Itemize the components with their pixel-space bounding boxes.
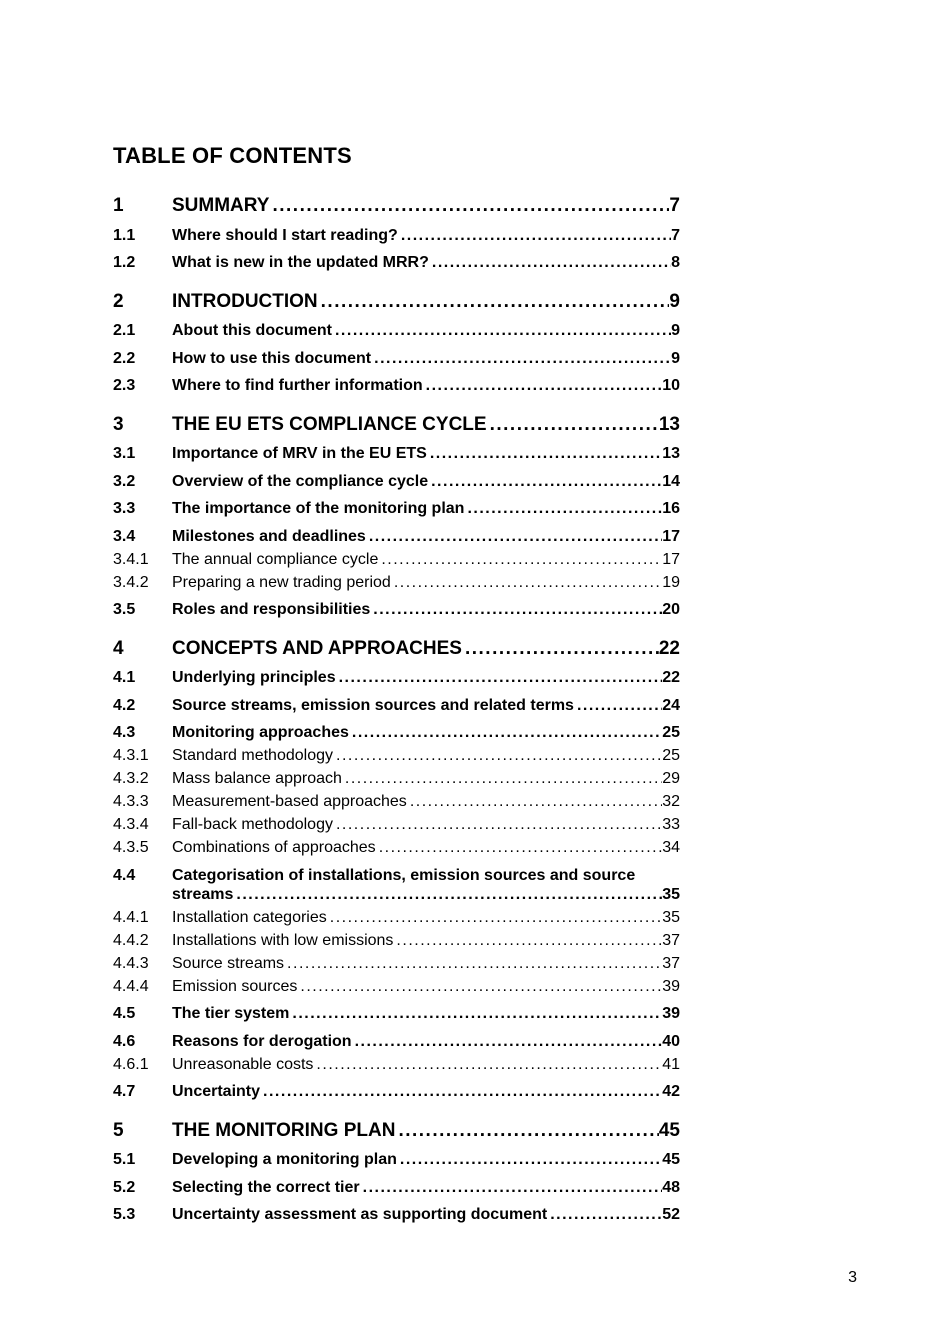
dot-leader bbox=[423, 376, 663, 395]
toc-content bbox=[113, 143, 680, 1224]
toc-entry-page-number: 29 bbox=[662, 770, 680, 787]
dot-leader bbox=[313, 1055, 662, 1074]
toc-entry-page-number: 16 bbox=[662, 500, 680, 517]
toc-entry-number: 3.1 bbox=[113, 445, 136, 462]
dot-leader bbox=[360, 1178, 663, 1197]
toc-entry-page-number: 24 bbox=[662, 696, 680, 714]
toc-entry-page-number: 45 bbox=[662, 1151, 680, 1168]
toc-entry-number: 5.3 bbox=[113, 1206, 136, 1223]
toc-entry bbox=[113, 226, 680, 245]
toc-entry-page-number: 9 bbox=[671, 322, 680, 339]
toc-entry-number: 4.4 bbox=[113, 866, 136, 884]
toc-entry-page-number: 34 bbox=[662, 839, 680, 856]
dot-leader bbox=[297, 977, 662, 996]
toc-entry-body bbox=[172, 838, 680, 857]
toc-entry-page-number: 52 bbox=[662, 1206, 680, 1223]
toc-entry-title: The tier system bbox=[172, 1005, 290, 1022]
toc-entry-body bbox=[172, 226, 680, 245]
toc-entry-title: Monitoring approaches bbox=[172, 724, 349, 741]
toc-entry-number: 4.4.3 bbox=[113, 954, 149, 972]
toc-entry-line bbox=[172, 977, 680, 996]
toc-entry-number: 4.3.1 bbox=[113, 747, 149, 764]
toc-entry-body bbox=[172, 696, 680, 715]
dot-leader bbox=[352, 1032, 663, 1051]
toc-entry-title: Developing a monitoring plan bbox=[172, 1151, 397, 1168]
toc-entry-number: 5.2 bbox=[113, 1178, 136, 1196]
toc-entry-body bbox=[172, 769, 680, 788]
dot-leader bbox=[427, 444, 662, 463]
toc-entry-body bbox=[172, 638, 680, 660]
toc-entry-page-number: 17 bbox=[662, 550, 680, 568]
toc-entry-body bbox=[172, 1150, 680, 1169]
toc-entry-number: 4.2 bbox=[113, 696, 136, 714]
toc-entry bbox=[113, 444, 680, 463]
dot-leader bbox=[333, 746, 662, 765]
toc-entry-page-number: 14 bbox=[662, 472, 680, 490]
toc-entry-page-number: 39 bbox=[662, 977, 680, 995]
toc-entry bbox=[113, 414, 680, 436]
toc-entry bbox=[113, 723, 680, 742]
dot-leader bbox=[574, 696, 662, 715]
toc-entry bbox=[113, 527, 680, 546]
toc-entry-title: Installations with low emissions bbox=[172, 931, 394, 949]
toc-entry-number: 4.1 bbox=[113, 669, 136, 686]
toc-entry bbox=[113, 253, 680, 272]
dot-leader bbox=[336, 668, 663, 687]
toc-entry-title: CONCEPTS AND APPROACHES bbox=[172, 637, 462, 659]
toc-entry-body bbox=[172, 668, 680, 687]
toc-entry-title: Mass balance approach bbox=[172, 770, 342, 787]
toc-entry bbox=[113, 1205, 680, 1224]
toc-entry bbox=[113, 600, 680, 619]
toc-entry-page-number: 37 bbox=[662, 954, 680, 972]
toc-entry-number: 4.3.5 bbox=[113, 839, 149, 856]
toc-entry-line bbox=[172, 321, 680, 340]
toc-entry-body bbox=[172, 1082, 680, 1101]
toc-entry-line bbox=[172, 696, 680, 715]
toc-entry-title: Combinations of approaches bbox=[172, 839, 376, 856]
toc-entry-number: 1.1 bbox=[113, 226, 136, 244]
toc-entry-number: 4.3.3 bbox=[113, 793, 149, 810]
toc-entry-line bbox=[172, 1205, 680, 1224]
toc-entry-line bbox=[172, 723, 680, 742]
toc-entry-page-number: 39 bbox=[662, 1005, 680, 1022]
toc-entry-body bbox=[172, 931, 680, 950]
toc-entry-body bbox=[172, 600, 680, 619]
toc-entry-line bbox=[172, 253, 680, 272]
toc-entry-page-number: 7 bbox=[669, 195, 680, 216]
toc-entry-line bbox=[172, 1082, 680, 1101]
toc-entry-number: 4.7 bbox=[113, 1083, 136, 1100]
toc-entry-line bbox=[172, 931, 680, 950]
toc-entry-body bbox=[172, 1120, 680, 1142]
toc-entry bbox=[113, 472, 680, 491]
toc-entry-number: 4.6 bbox=[113, 1032, 136, 1050]
toc-entry-body bbox=[172, 195, 680, 217]
toc-entry-number: 2.1 bbox=[113, 322, 136, 339]
toc-entry-title: streams bbox=[172, 885, 234, 903]
toc-entry-line bbox=[172, 573, 680, 592]
toc-entry-line bbox=[172, 349, 680, 368]
toc-entry bbox=[113, 746, 680, 765]
dot-leader bbox=[327, 908, 662, 927]
table-of-contents bbox=[113, 195, 680, 1224]
toc-entry-line bbox=[172, 1032, 680, 1051]
toc-entry-number: 3 bbox=[113, 413, 124, 435]
dot-leader bbox=[547, 1205, 662, 1224]
toc-entry-body bbox=[172, 977, 680, 996]
toc-entry-title: Preparing a new trading period bbox=[172, 573, 391, 591]
toc-entry-number: 1.2 bbox=[113, 254, 136, 271]
toc-entry-number: 4.3.4 bbox=[113, 816, 149, 833]
dot-leader bbox=[370, 600, 662, 619]
toc-entry-title: What is new in the updated MRR? bbox=[172, 254, 429, 271]
toc-entry-body bbox=[172, 573, 680, 592]
toc-entry-body bbox=[172, 1205, 680, 1224]
toc-entry-page-number: 9 bbox=[669, 290, 680, 312]
toc-entry-number: 1 bbox=[113, 195, 124, 216]
toc-entry-body bbox=[172, 291, 680, 313]
toc-entry-number: 4.6.1 bbox=[113, 1055, 149, 1073]
dot-leader bbox=[349, 723, 662, 742]
toc-entry bbox=[113, 866, 680, 904]
toc-entry-title: How to use this document bbox=[172, 349, 372, 367]
toc-entry-page-number: 8 bbox=[671, 254, 680, 271]
toc-entry-body bbox=[172, 444, 680, 463]
toc-entry-title: Uncertainty assessment as supporting document bbox=[172, 1206, 548, 1223]
toc-entry-page-number: 19 bbox=[662, 573, 680, 591]
toc-entry-body bbox=[172, 550, 680, 569]
toc-entry-body bbox=[172, 472, 680, 491]
toc-entry-line bbox=[172, 550, 680, 569]
toc-entry-number: 4.4.1 bbox=[113, 908, 149, 926]
toc-entry-title: Source streams, emission sources and related terms bbox=[172, 696, 574, 714]
toc-entry bbox=[113, 954, 680, 973]
dot-leader bbox=[429, 253, 671, 272]
dot-leader bbox=[371, 349, 671, 368]
toc-entry-page-number: 42 bbox=[662, 1083, 680, 1100]
toc-entry bbox=[113, 908, 680, 927]
dot-leader bbox=[395, 1120, 658, 1142]
toc-entry-title-line1: Categorisation of installations, emission sources and source bbox=[172, 866, 636, 884]
toc-entry bbox=[113, 668, 680, 687]
toc-entry-title: Where to find further information bbox=[172, 377, 423, 394]
toc-entry bbox=[113, 1150, 680, 1169]
toc-entry bbox=[113, 499, 680, 518]
toc-entry bbox=[113, 838, 680, 857]
toc-entry-number: 5.1 bbox=[113, 1151, 136, 1168]
toc-entry bbox=[113, 1082, 680, 1101]
toc-entry-body bbox=[172, 499, 680, 518]
toc-entry-page-number: 17 bbox=[662, 527, 680, 545]
toc-entry-title: Uncertainty bbox=[172, 1083, 261, 1100]
toc-entry-line bbox=[172, 1055, 680, 1074]
toc-entry-body bbox=[172, 1032, 680, 1051]
toc-entry-number: 3.4 bbox=[113, 527, 136, 545]
toc-entry-line bbox=[172, 414, 680, 436]
toc-entry-title: Importance of MRV in the EU ETS bbox=[172, 445, 427, 462]
toc-entry-line bbox=[172, 769, 680, 788]
toc-entry-line bbox=[172, 746, 680, 765]
toc-entry-body bbox=[172, 792, 680, 811]
toc-entry bbox=[113, 550, 680, 569]
toc-entry-body bbox=[172, 527, 680, 546]
toc-entry-number: 4.5 bbox=[113, 1005, 136, 1022]
toc-entry-number: 3.4.1 bbox=[113, 550, 149, 568]
toc-entry-page-number: 32 bbox=[662, 793, 680, 810]
toc-entry-line bbox=[172, 1120, 680, 1142]
toc-entry-number: 4.4.4 bbox=[113, 977, 149, 995]
toc-entry-page-number: 22 bbox=[662, 669, 680, 686]
toc-entry-line bbox=[172, 1004, 680, 1023]
footer-page-number: 3 bbox=[848, 1269, 857, 1286]
toc-entry bbox=[113, 638, 680, 660]
toc-entry-title: INTRODUCTION bbox=[172, 290, 318, 312]
toc-entry-number: 2 bbox=[113, 290, 124, 312]
dot-leader bbox=[366, 527, 662, 546]
dot-leader bbox=[397, 1150, 662, 1169]
page-title: TABLE OF CONTENTS bbox=[113, 143, 352, 168]
toc-entry bbox=[113, 321, 680, 340]
toc-entry-line bbox=[172, 954, 680, 973]
toc-entry-page-number: 48 bbox=[662, 1178, 680, 1196]
dot-leader bbox=[318, 291, 670, 313]
toc-entry-page-number: 25 bbox=[662, 747, 680, 764]
toc-entry-page-number: 37 bbox=[662, 931, 680, 949]
toc-entry bbox=[113, 1032, 680, 1051]
toc-entry-line bbox=[172, 1150, 680, 1169]
toc-entry-line bbox=[172, 195, 680, 217]
toc-entry bbox=[113, 1055, 680, 1074]
toc-entry-number: 2.2 bbox=[113, 349, 136, 367]
toc-entry-body bbox=[172, 376, 680, 395]
toc-entry-body bbox=[172, 746, 680, 765]
toc-entry-title: Emission sources bbox=[172, 977, 298, 995]
toc-entry-line bbox=[172, 600, 680, 619]
toc-entry-title: Underlying principles bbox=[172, 669, 336, 686]
toc-entry-page-number: 35 bbox=[662, 885, 680, 903]
dot-leader bbox=[342, 769, 662, 788]
dot-leader bbox=[260, 1082, 662, 1101]
toc-entry-body bbox=[172, 908, 680, 927]
toc-entry-page-number: 33 bbox=[662, 816, 680, 833]
toc-entry-body bbox=[172, 866, 680, 904]
toc-entry bbox=[113, 573, 680, 592]
dot-leader bbox=[378, 550, 662, 569]
toc-entry-title: Fall-back methodology bbox=[172, 816, 333, 833]
toc-entry bbox=[113, 1178, 680, 1197]
dot-leader bbox=[398, 226, 671, 245]
toc-entry-line bbox=[172, 472, 680, 491]
toc-entry-number: 3.2 bbox=[113, 472, 136, 490]
toc-entry-title: Overview of the compliance cycle bbox=[172, 472, 429, 490]
dot-leader bbox=[333, 815, 662, 834]
toc-entry-line bbox=[172, 444, 680, 463]
toc-entry-page-number: 45 bbox=[658, 1119, 680, 1141]
toc-entry-body bbox=[172, 723, 680, 742]
dot-leader bbox=[391, 573, 662, 592]
toc-entry-title: Where should I start reading? bbox=[172, 226, 398, 244]
toc-entry-title: Selecting the correct tier bbox=[172, 1178, 360, 1196]
toc-entry bbox=[113, 291, 680, 313]
toc-entry-page-number: 40 bbox=[662, 1032, 680, 1050]
toc-entry bbox=[113, 815, 680, 834]
dot-leader bbox=[462, 638, 659, 660]
toc-entry-line bbox=[172, 838, 680, 857]
toc-entry-body bbox=[172, 954, 680, 973]
toc-entry-title: Roles and responsibilities bbox=[172, 601, 371, 618]
dot-leader bbox=[376, 838, 663, 857]
toc-entry-body bbox=[172, 253, 680, 272]
toc-entry-line bbox=[172, 527, 680, 546]
toc-entry bbox=[113, 792, 680, 811]
dot-leader bbox=[284, 954, 662, 973]
toc-entry-title: The annual compliance cycle bbox=[172, 550, 379, 568]
toc-entry-number: 5 bbox=[113, 1119, 124, 1141]
toc-entry-title: Unreasonable costs bbox=[172, 1055, 314, 1073]
toc-entry-line bbox=[172, 668, 680, 687]
toc-entry-page-number: 41 bbox=[662, 1055, 680, 1073]
toc-entry-page-number: 22 bbox=[658, 637, 680, 659]
toc-entry bbox=[113, 931, 680, 950]
toc-entry-line bbox=[172, 908, 680, 927]
toc-entry-page-number: 13 bbox=[662, 445, 680, 462]
toc-entry-title: The importance of the monitoring plan bbox=[172, 500, 465, 517]
toc-entry-page-number: 9 bbox=[671, 349, 680, 367]
toc-entry-number: 3.3 bbox=[113, 500, 136, 517]
toc-entry-page-number: 25 bbox=[662, 724, 680, 741]
toc-entry bbox=[113, 376, 680, 395]
dot-leader bbox=[269, 195, 669, 217]
dot-leader bbox=[289, 1004, 662, 1023]
toc-entry-number: 4.3.2 bbox=[113, 770, 149, 787]
toc-entry-page-number: 10 bbox=[662, 377, 680, 394]
toc-entry-number: 4.3 bbox=[113, 724, 136, 741]
toc-entry bbox=[113, 1120, 680, 1142]
dot-leader bbox=[407, 792, 662, 811]
toc-entry-line bbox=[172, 291, 680, 313]
dot-leader bbox=[393, 931, 662, 950]
toc-entry-title: Source streams bbox=[172, 954, 285, 972]
toc-entry-line bbox=[172, 376, 680, 395]
toc-entry-line bbox=[172, 815, 680, 834]
toc-entry-page-number: 35 bbox=[662, 908, 680, 926]
dot-leader bbox=[464, 499, 662, 518]
toc-entry-body bbox=[172, 1055, 680, 1074]
toc-entry-number: 2.3 bbox=[113, 377, 136, 394]
toc-entry-line bbox=[172, 1178, 680, 1197]
toc-entry-page-number: 20 bbox=[662, 601, 680, 618]
toc-entry-title: THE MONITORING PLAN bbox=[172, 1119, 396, 1141]
toc-entry-page-number: 7 bbox=[671, 226, 680, 244]
toc-entry-body bbox=[172, 1004, 680, 1023]
dot-leader bbox=[332, 321, 671, 340]
toc-entry-title: SUMMARY bbox=[172, 195, 270, 216]
toc-entry-number: 4 bbox=[113, 637, 124, 659]
toc-entry bbox=[113, 769, 680, 788]
toc-entry-number: 3.5 bbox=[113, 601, 136, 618]
toc-entry-title: Measurement-based approaches bbox=[172, 793, 407, 810]
toc-entry-title: Reasons for derogation bbox=[172, 1032, 352, 1050]
dot-leader bbox=[487, 414, 659, 436]
toc-entry-line bbox=[172, 226, 680, 245]
toc-entry-page-number: 13 bbox=[658, 413, 680, 435]
toc-entry-body bbox=[172, 1178, 680, 1197]
toc-entry-title: Installation categories bbox=[172, 908, 327, 926]
toc-entry-line bbox=[172, 792, 680, 811]
toc-entry bbox=[113, 195, 680, 217]
toc-entry bbox=[113, 696, 680, 715]
toc-entry-title: About this document bbox=[172, 322, 332, 339]
toc-entry-line bbox=[172, 885, 680, 904]
toc-entry-body bbox=[172, 414, 680, 436]
toc-entry-number: 4.4.2 bbox=[113, 931, 149, 949]
toc-entry-body bbox=[172, 321, 680, 340]
toc-entry-line bbox=[172, 638, 680, 660]
toc-entry-title: Milestones and deadlines bbox=[172, 527, 366, 545]
toc-entry-body bbox=[172, 815, 680, 834]
toc-entry-line bbox=[172, 499, 680, 518]
toc-entry-number: 3.4.2 bbox=[113, 573, 149, 591]
toc-entry bbox=[113, 349, 680, 368]
dot-leader bbox=[233, 885, 662, 904]
toc-entry bbox=[113, 1004, 680, 1023]
toc-entry-body bbox=[172, 349, 680, 368]
toc-entry-title: THE EU ETS COMPLIANCE CYCLE bbox=[172, 413, 487, 435]
dot-leader bbox=[428, 472, 662, 491]
toc-entry bbox=[113, 977, 680, 996]
toc-entry-title: Standard methodology bbox=[172, 747, 333, 764]
